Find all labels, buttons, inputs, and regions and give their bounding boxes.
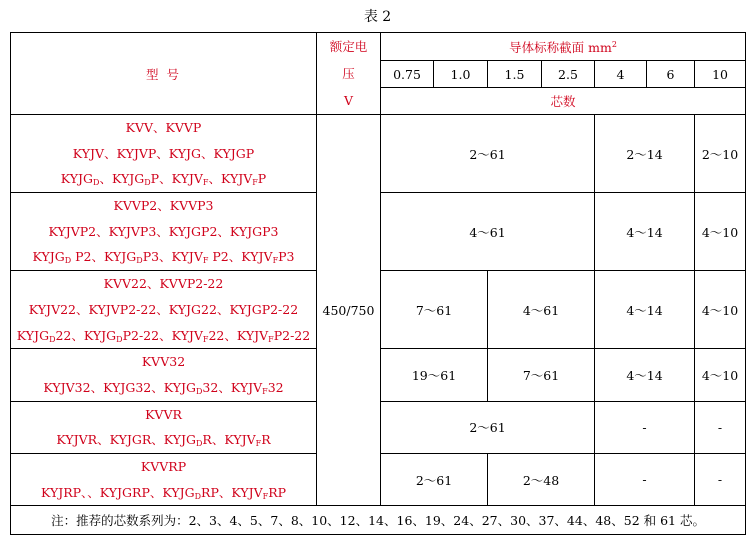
- cores-g4-large: -: [695, 401, 746, 453]
- model-line: [11, 141, 316, 167]
- header-voltage: [317, 33, 381, 115]
- model-text: KYJV32、KYJG32、KYJG: [43, 379, 196, 395]
- cores-g0-mid: 2～14: [595, 115, 695, 193]
- model-text: P、KYJV: [150, 171, 203, 187]
- model-group-0: [11, 115, 317, 193]
- cable-spec-table: [10, 32, 746, 535]
- model-text: KVVP2、KVVP3: [113, 198, 214, 214]
- voltage-value: 450/750: [317, 115, 381, 506]
- model-line: [11, 349, 316, 375]
- model-subscript: F: [268, 334, 274, 344]
- model-text: KYJG: [60, 171, 94, 187]
- model-line: [11, 166, 316, 192]
- cores-g4-mid: -: [595, 401, 695, 453]
- model-line: [11, 375, 316, 401]
- cores-g1-mid: 4～14: [595, 193, 695, 271]
- model-text: KYJV22、KYJVP2-22、KYJG22、KYJGP2-22: [28, 301, 299, 317]
- cores-g5-mid: -: [595, 453, 695, 505]
- model-text: R: [261, 432, 271, 448]
- model-text: KVV、KVVP: [125, 120, 202, 135]
- size-5: 6: [647, 61, 695, 87]
- model-group-3: [11, 349, 317, 401]
- model-text: 32: [267, 379, 284, 395]
- model-line: [11, 193, 316, 219]
- model-subscript: F: [262, 491, 269, 501]
- header-model: 型 号: [11, 33, 317, 115]
- model-text: KYJG: [16, 327, 50, 343]
- model-text: P2、KYJG: [71, 249, 137, 265]
- model-text: KVVRP: [140, 458, 187, 474]
- model-text: R、KYJV: [202, 432, 256, 448]
- model-text: 、KYJG: [99, 171, 145, 187]
- cores-g0-large: 2～10: [695, 115, 746, 193]
- model-subscript: D: [136, 256, 143, 266]
- model-text: RP、KYJV: [201, 484, 263, 500]
- cores-g2-medium: 4～61: [488, 271, 595, 349]
- model-text: RP: [268, 484, 287, 500]
- model-group-2: [11, 271, 317, 349]
- header-voltage-unit: V: [343, 93, 354, 108]
- size-3: 2.5: [542, 61, 595, 87]
- model-text: P3、KYJV: [142, 249, 203, 265]
- model-subscript: F: [202, 256, 209, 266]
- model-line: [11, 115, 316, 141]
- model-text: P3: [278, 249, 295, 265]
- cores-g2-large: 4～10: [695, 271, 746, 349]
- model-line: [11, 427, 316, 453]
- model-line: [11, 244, 316, 270]
- header-cores: 芯数: [381, 87, 746, 114]
- header-cross-section-label: 导体标称截面 mm: [509, 39, 612, 55]
- model-text: KYJG: [32, 249, 65, 265]
- cores-g5-large: -: [695, 453, 746, 505]
- cores-g3-large: 4～10: [695, 349, 746, 401]
- model-text: P: [257, 171, 267, 187]
- model-subscript: D: [196, 439, 203, 449]
- model-group-4: [11, 401, 317, 453]
- size-4: 4: [595, 61, 647, 87]
- model-text: 22、KYJV: [208, 327, 269, 343]
- cores-g2-small: 7～61: [381, 271, 488, 349]
- model-text: KYJVR、KYJGR、KYJG: [56, 432, 196, 448]
- cores-g3-medium: 7～61: [488, 349, 595, 401]
- model-subscript: F: [272, 256, 279, 266]
- model-text: P2-22: [273, 327, 311, 343]
- header-cross-section-sup: 2: [611, 39, 617, 49]
- cores-g2-mid: 4～14: [595, 271, 695, 349]
- model-text: 32、KYJV: [202, 379, 263, 395]
- model-line: [11, 454, 316, 480]
- model-line: [11, 402, 316, 428]
- model-subscript: F: [202, 178, 209, 188]
- model-subscript: F: [202, 334, 209, 344]
- cores-g3-mid: 4～14: [595, 349, 695, 401]
- size-0: 0.75: [381, 61, 434, 87]
- model-line: [11, 297, 316, 323]
- model-line: [11, 480, 316, 506]
- model-subscript: F: [252, 178, 258, 188]
- model-subscript: D: [144, 178, 151, 188]
- model-text: KVV32: [141, 354, 186, 370]
- model-subscript: D: [194, 491, 202, 501]
- table-note: 注：推荐的芯数系列为：2、3、4、5、7、8、10、12、14、16、19、24、27、30、37、44、48、52 和 61 芯。: [11, 506, 746, 535]
- cores-g1-large: 4～10: [695, 193, 746, 271]
- model-subscript: D: [196, 386, 203, 396]
- model-text: P2-22、KYJV: [122, 327, 203, 343]
- model-subscript: D: [64, 256, 72, 266]
- model-text: KYJRP、、KYJGRP、KYJG: [40, 484, 195, 500]
- model-text: P2、KYJV: [208, 249, 273, 265]
- model-group-1: [11, 193, 317, 271]
- model-text: 、KYJV: [208, 171, 253, 187]
- size-6: 10: [695, 61, 746, 87]
- header-voltage-line2: 压: [342, 66, 355, 81]
- model-subscript: F: [255, 439, 262, 449]
- model-line: [11, 271, 316, 297]
- model-text: KYJVP2、KYJVP3、KYJGP2、KYJGP3: [48, 223, 279, 239]
- size-2: 1.5: [488, 61, 542, 87]
- cores-g5-medium: 2～48: [488, 453, 595, 505]
- cores-g5-small: 2～61: [381, 453, 488, 505]
- model-text: KVVR: [145, 406, 182, 422]
- model-line: [11, 219, 316, 245]
- model-subscript: D: [116, 334, 123, 344]
- model-subscript: F: [262, 386, 268, 396]
- model-text: KVV22、KVVP2-22: [103, 276, 224, 292]
- cores-g3-small: 19～61: [381, 349, 488, 401]
- model-subscript: D: [49, 334, 56, 344]
- size-1: 1.0: [434, 61, 488, 87]
- model-text: 22、KYJG: [55, 327, 117, 343]
- cores-g1-small: 4～61: [381, 193, 595, 271]
- table-caption: 表 2: [363, 9, 392, 25]
- model-line: [11, 323, 316, 349]
- model-subscript: D: [93, 178, 100, 188]
- header-voltage-line1: 额定电: [329, 39, 368, 54]
- header-cross-section: [381, 33, 746, 61]
- cores-g0-small: 2～61: [381, 115, 595, 193]
- model-text: KYJV、KYJVP、KYJG、KYJGP: [72, 145, 255, 161]
- model-group-5: [11, 453, 317, 505]
- cores-g4-small: 2～61: [381, 401, 595, 453]
